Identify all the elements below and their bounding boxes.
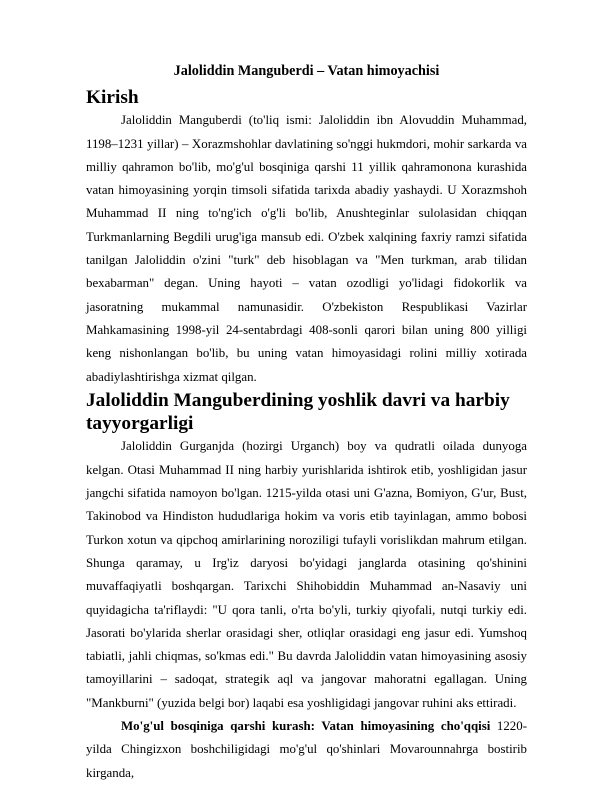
document-page — [86, 61, 527, 785]
introduction-paragraph: Jaloliddin Manguberdi (to'liq ismi: Jaloliddin ibn Alovuddin Muhammad, 1198–1231 yillar) – Xorazmshohlar davlatining so'nggi hukmdori, mohir sarkarda va milliy qahramon bo'lib, mo'g'ul bosqiniga qarshi 11 yillik qahramonona kurashida vatan himoyasining yorqin timsoli sifatida tarixda abadiy yashaydi. U Xorazmshoh Muhammad II ning to'ng'ich o'g'li bo'lib, Anushteginlar sulolasidan chiqqan Turkmanlarning Begdili urug'iga mansub edi. O'zbek xalqining faxriy ramzi sifatida tanilgan Jaloliddin o'zini "turk" deb hisoblagan va "Men turkman, arab tilidan bexabarman" degan. Uning hayoti – vatan ozodligi yo'lidagi fidokorlik va jasoratning mukammal namunasidir. O'zbekiston Respublikasi Vazirlar Mahkamasining 1998-yil 24-sentabrdagi 408-sonli qarori bilan uning 800 yilligi keng nishonlangan bo'lib, bu uning vatan himoyasidagi rolini milliy xotirada abadiylashtirishga xizmat qilgan. — [86, 113, 527, 384]
section-heading-youth: Jaloliddin Manguberdining yoshlik davri va harbiy tayyorgarligi — [86, 389, 510, 435]
section-heading-introduction: Kirish — [86, 87, 139, 108]
mongol-invasion-text: 1220-yilda Chingizxon boshchiligidagi mo'g'ul qo'shinlari Movarounnahrga bostirib kirganda, — [86, 719, 527, 780]
youth-paragraph: Jaloliddin Gurganjda (hozirgi Urganch) boy va qudratli oilada dunyoga kelgan. Otasi Muhammad II ning harbiy yurishlarida ishtirok etib, yoshligidan jasur jangchi sifatida namoyon bo'lgan. 1215-yilda otasi uni G'azna, Bomiyon, G'ur, Bust, Takinobod va Hindiston hududlariga hokim va voris etib tayinlagan, ammo bobosi Turkon xotun va qipchoq amirlarining noroziligi tufayli vorislikdan mahrum etilgan. Shunga qaramay, u Irg'iz daryosi bo'yidagi janglarda otasining qo'shinini muvaffaqiyatli boshqargan. Tarixchi Shihobiddin Muhammad an-Nasaviy uni quyidagicha ta'riflaydi: "U qora tanli, o'rta bo'yli, turkiy qiyofali, nutqi turkiy edi. Jasorati bo'ylarida sherlar orasidagi sher, otliqlar orasidagi eng jasur edi. Yumshoq tabiatli, jahli chiqmas, so'kmas edi." Bu davrda Jaloliddin vatan himoyasining asosiy tamoyillarini – sadoqat, strategik aql va jangovar mahoratni egallagan. Uning "Mankburni" (yuzida belgi bor) laqabi esa yoshligidagi jangovar ruhini aks ettiradi. — [86, 439, 527, 710]
mongol-invasion-lead-heading: Mo'g'ul bosqiniga qarshi kurash: Vatan himoyasining cho'qqisi — [121, 719, 491, 734]
document-title: Jaloliddin Manguberdi – Vatan himoyachisi — [173, 63, 440, 79]
mongol-invasion-paragraph — [86, 715, 527, 785]
